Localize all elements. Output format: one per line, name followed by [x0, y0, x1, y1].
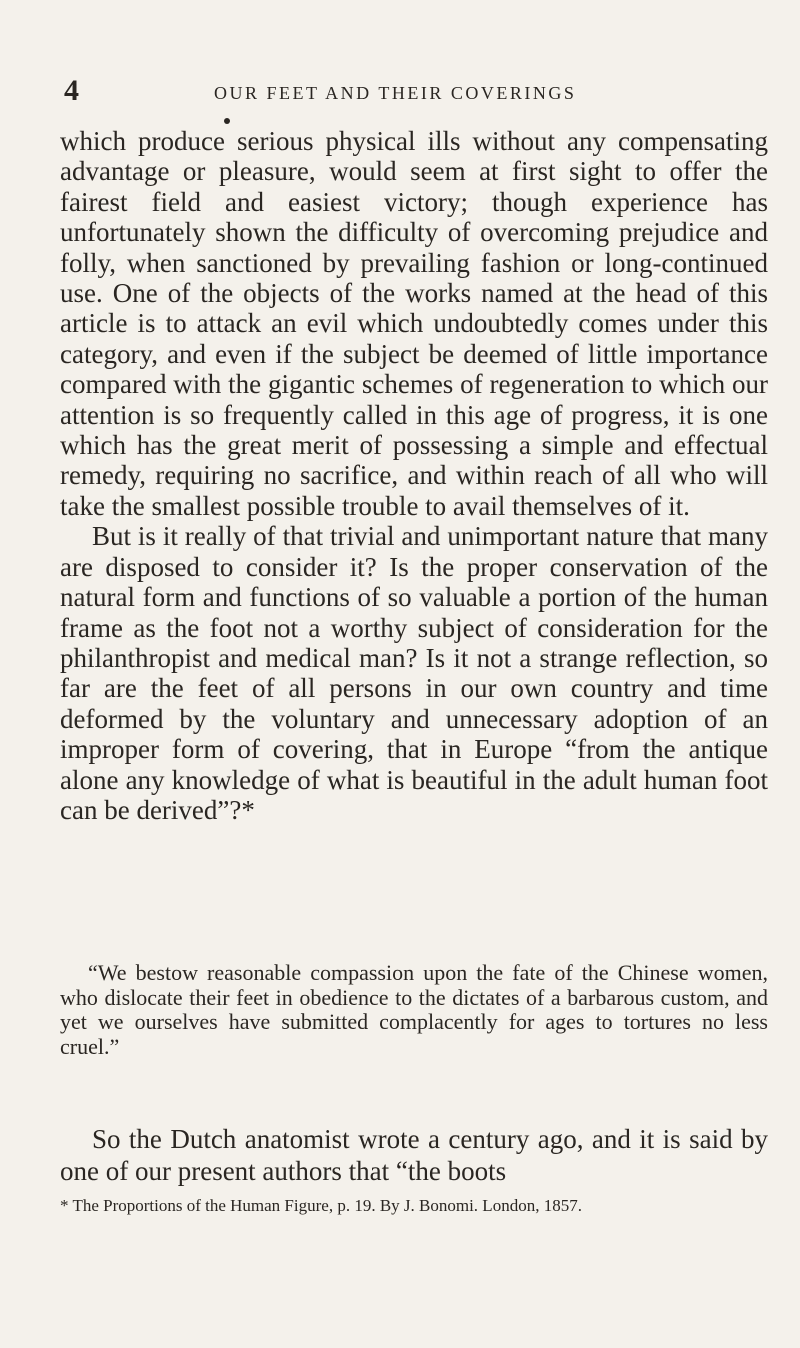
paragraph-2: But is it really of that trivial and unimportant nature that many are disposed to consider it? Is the proper conservation of the natural form and functions of so valuable a portion of the human frame as the foot not a worthy subject of consideration for the philanthropist and medical man? Is it not a strange reflection, so far are the feet of all persons in our own country and time deformed by the voluntary and unnecessary adoption of an improper form of covering, that in Europe “from the antique alone any knowledge of what is beautiful in the adult human foot can be derived”?*	[60, 521, 768, 825]
page-header	[64, 76, 740, 116]
footnote: * The Proportions of the Human Figure, p. 19. By J. Bonomi. London, 1857.	[60, 1196, 582, 1215]
paragraph-1: which produce serious physical ills without any compensating advantage or pleasure, would seem at first sight to offer the fairest field and easiest victory; though experience has unfortunately shown the difficulty of overcoming prejudice and folly, when sanctioned by prevailing fashion or long-continued use. One of the objects of the works named at the head of this article is to attack an evil which undoubtedly comes under this category, and even if the subject be deemed of little importance compared with the gigantic schemes of regeneration to which our attention is so frequently called in this age of progress, it is one which has the great merit of possessing a simple and effectual remedy, requiring no sacrifice, and within reach of all who will take the smallest possible trouble to avail themselves of it.	[60, 126, 768, 521]
signature-mark	[224, 118, 230, 124]
main-text	[60, 126, 768, 825]
block-quote: “We bestow reasonable compassion upon the fate of the Chinese women, who dislocate their feet in obedience to the dictates of a barbarous custom, and yet we ourselves have submitted complacently for ages to tortures no less cruel.”	[60, 960, 768, 1059]
paragraph-3: So the Dutch anatomist wrote a century ago, and it is said by one of our present authors that “the boots	[60, 1124, 768, 1186]
running-head: OUR FEET AND THEIR COVERINGS	[214, 83, 577, 103]
page-number: 4	[64, 74, 79, 107]
